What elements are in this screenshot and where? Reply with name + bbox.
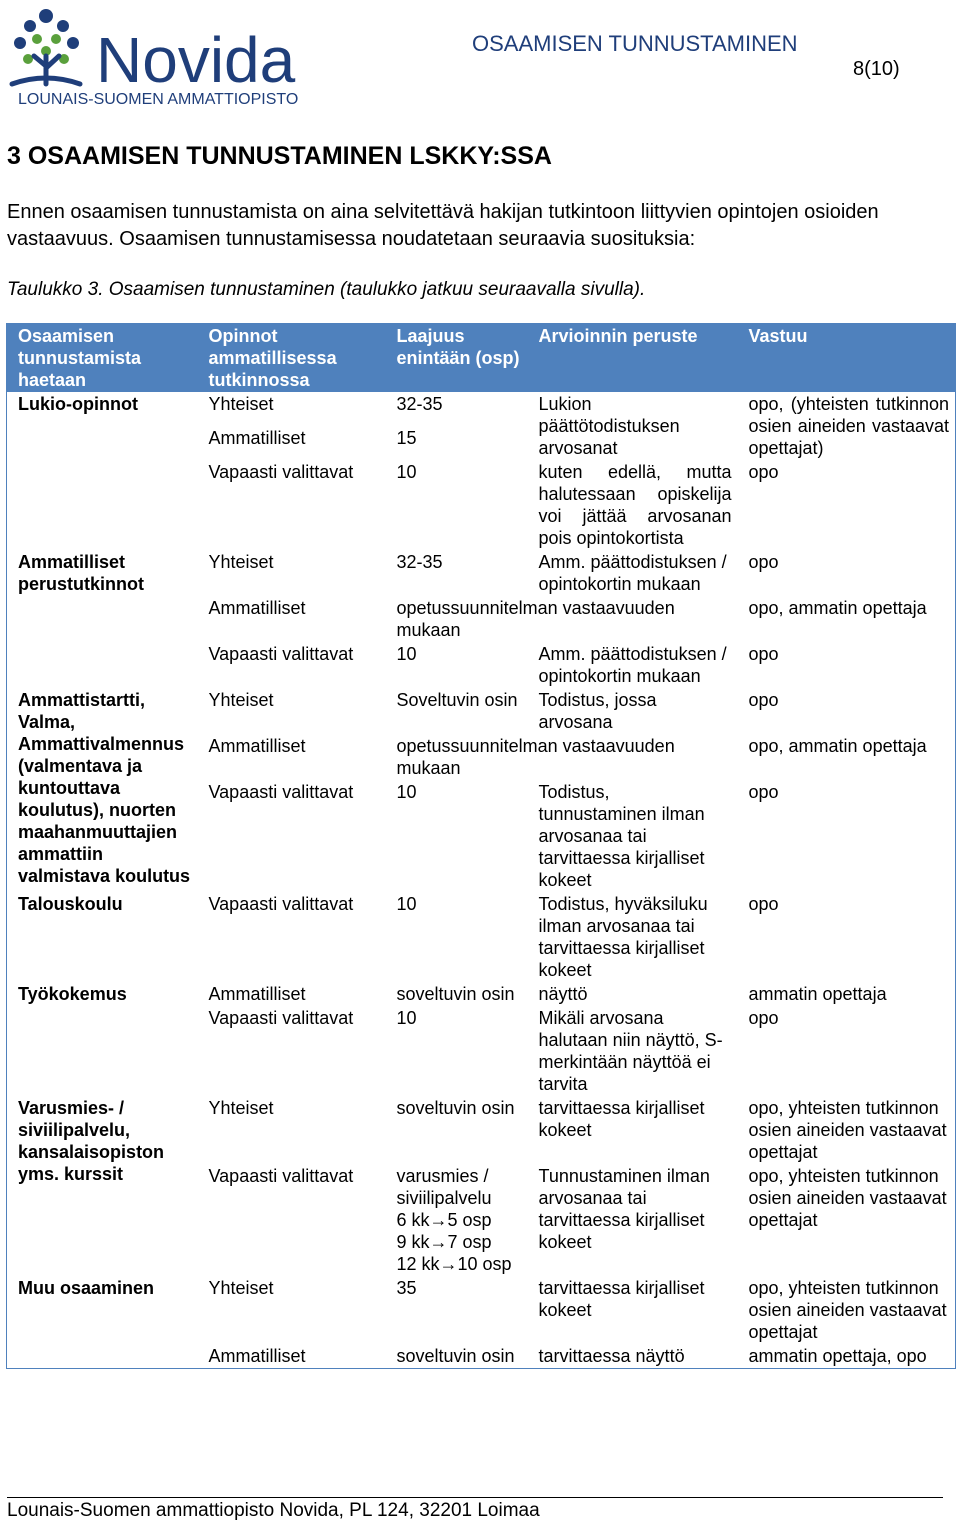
scope-cell: soveltuvin osin [396,984,515,1004]
responsibility-cell: ammatin opettaja [748,984,887,1004]
section-heading: 3 OSAAMISEN TUNNUSTAMINEN LSKKY:SSA [7,142,552,170]
basis-cell: Todistus, hyväksiluku ilman arvosanaa tai tarvittaessa kirjalliset kokeet [538,894,708,980]
table-row [7,982,956,1006]
scope-cell: Soveltuvin osin [396,690,518,710]
studies-cell: Ammatilliset [208,1346,306,1366]
basis-cell: Mikäli arvosana halutaan niin näyttö, S- merkintään näyttöä ei tarvita [538,1008,723,1094]
basis-cell: Lukion päättötodistuksen arvosanat [538,394,680,458]
responsibility-cell: opo [748,782,779,802]
studies-cell: Yhteiset [208,552,274,572]
table-row [7,1096,956,1164]
responsibility-cell: opo, ammatin opettaja [748,736,927,756]
scope-cell: 35 [396,1278,417,1298]
basis-cell: Amm. päättodistuksen / opintokortin mukaan [538,644,727,686]
row-category: Ammattistartti, Valma, Ammattivalmennus (valmentava ja kuntouttava koulutus), nuorten maahanmuuttajien ammattiin valmistava koulutus [18,690,191,886]
scope-basis-cell: opetussuunnitelman vastaavuuden mukaan [396,598,675,640]
responsibility-cell: opo [748,894,779,914]
studies-cell: Ammatilliset [208,598,306,618]
footer-divider [7,1497,943,1498]
scope-cell: 32-35 [396,394,443,414]
recognition-table [6,323,956,1369]
basis-cell: tarvittaessa kirjalliset kokeet [538,1278,705,1320]
responsibility-cell: opo, yhteisten tutkinnon osien aineiden vastaavat opettajat [748,1278,947,1342]
studies-cell: Yhteiset [208,1098,274,1118]
header-applied-for: Osaamisen tunnustamista haetaan [7,324,198,393]
page-number: 8(10) [853,58,900,80]
responsibility-cell: opo [748,1008,779,1028]
scope-cell: 10 [396,644,417,664]
scope-cell: 10 [396,894,417,914]
basis-cell: Amm. päättodistuksen / opintokortin mukaan [538,552,727,594]
basis-cell: kuten edellä, mutta halutessaan opiskelija voi jättää arvosanan pois opintokortista [538,462,732,548]
studies-cell: Vapaasti valittavat [208,1008,354,1028]
responsibility-cell: opo [748,644,779,664]
studies-cell: Ammatilliset [208,736,306,756]
novida-logo [6,4,346,108]
logo-wordmark: Novida [96,24,296,96]
row-category: Ammatilliset perustutkinnot [18,552,144,594]
studies-cell: Ammatilliset [208,984,306,1004]
studies-cell: Ammatilliset [208,428,306,448]
studies-cell: Yhteiset [208,1278,274,1298]
basis-cell: näyttö [538,984,588,1004]
responsibility-cell: opo, yhteisten tutkinnon osien aineiden vastaavat opettajat [748,1166,947,1230]
scope-cell [386,1164,528,1276]
scope-cell: 10 [396,1008,417,1028]
scope-line: varusmies / siviilipalvelu [396,1166,492,1208]
table-header-row [7,324,956,393]
studies-cell: Vapaasti valittavat [208,462,354,482]
responsibility-cell: opo [748,462,779,482]
table-row [7,550,956,596]
responsibility-cell: opo [748,552,779,572]
scope-line: 6 kk→5 osp [396,1210,492,1230]
studies-cell: Vapaasti valittavat [208,644,354,664]
tree-icon [12,9,80,84]
studies-cell: Yhteiset [208,690,274,710]
table-row [7,1276,956,1344]
scope-line: 9 kk→7 osp [396,1232,492,1252]
footer-address: Lounais-Suomen ammattiopisto Novida, PL 124, 32201 Loimaa [7,1500,540,1521]
logo-subtitle: LOUNAIS-SUOMEN AMMATTIOPISTO [18,91,299,108]
table-row [7,892,956,982]
scope-cell: 10 [396,782,417,802]
responsibility-cell: opo, ammatin opettaja [748,598,927,618]
studies-cell: Vapaasti valittavat [208,894,354,914]
scope-cell: 32-35 [396,552,443,572]
header-basis: Arvioinnin peruste [528,324,738,393]
studies-cell: Vapaasti valittavat [208,1166,354,1186]
header-scope: Laajuus enintään (osp) [386,324,528,393]
scope-cell: soveltuvin osin [396,1346,515,1366]
basis-cell: Tunnustaminen ilman arvosanaa tai tarvittaessa kirjalliset kokeet [538,1166,710,1252]
table-row [7,392,956,426]
header-studies: Opinnot ammatillisessa tutkinnossa [198,324,386,393]
studies-cell: Yhteiset [208,394,274,414]
row-category: Työkokemus [18,984,127,1004]
header-title: OSAAMISEN TUNNUSTAMINEN [472,31,798,56]
scope-cell: 15 [396,428,417,448]
basis-cell: Todistus, jossa arvosana [538,690,657,732]
responsibility-cell: opo, (yhteisten tutkinnon osien aineiden vastaavat opettajat) [748,394,949,458]
row-category: Muu osaaminen [18,1278,155,1298]
basis-cell: Todistus, tunnustaminen ilman arvosanaa tai tarvittaessa kirjalliset kokeet [538,782,705,890]
header-responsibility: Vastuu [738,324,956,393]
basis-cell: tarvittaessa näyttö [538,1346,685,1366]
scope-line: 12 kk→10 osp [396,1254,512,1274]
scope-cell: soveltuvin osin [396,1098,515,1118]
scope-cell: 10 [396,462,417,482]
basis-cell: tarvittaessa kirjalliset kokeet [538,1098,705,1140]
row-category: Talouskoulu [18,894,123,914]
responsibility-cell: ammatin opettaja, opo [748,1346,927,1366]
intro-paragraph: Ennen osaamisen tunnustamista on aina selvitettävä hakijan tutkintoon liittyvien opintojen osioiden vastaavuus. Osaamisen tunnustamisessa noudatetaan seuraavia suosituksia: [7,201,879,250]
table-caption: Taulukko 3. Osaamisen tunnustaminen (taulukko jatkuu seuraavalla sivulla). [7,279,646,300]
table-row [7,688,956,734]
responsibility-cell: opo [748,690,779,710]
studies-cell: Vapaasti valittavat [208,782,354,802]
row-category: Lukio-opinnot [18,394,138,414]
responsibility-cell: opo, yhteisten tutkinnon osien aineiden vastaavat opettajat [748,1098,947,1162]
row-category: Varusmies- / siviilipalvelu, kansalaisopiston yms. kurssit [18,1098,165,1184]
scope-basis-cell: opetussuunnitelman vastaavuuden mukaan [396,736,675,778]
